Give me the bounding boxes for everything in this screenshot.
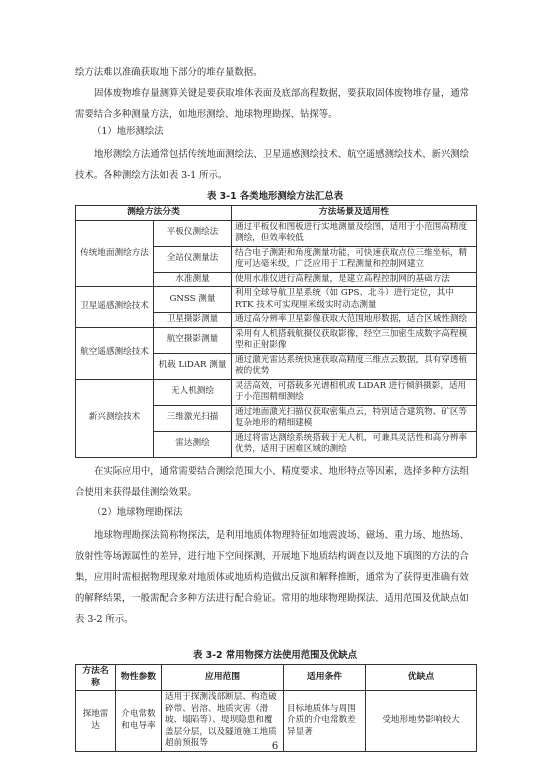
method-name: 全站仪测量法 [154,246,232,272]
physical-param: 介电常数和电导率 [116,691,162,752]
header-scope: 应用范围 [162,665,284,691]
header-pros-cons: 优缺点 [366,665,477,691]
table-header-row [76,206,477,221]
table-row [76,327,477,353]
paragraph-geophysical: 地球物理勘探法简称物探法，是利用地质体物理特征如地震波场、磁场、重力场、地热场、放射性等场源属性的差异，进行地下空间探测，开展地下地质结构调查以及地下填图的方法的合集，应用时需根据物理现象对地质体或地质构造做出反演和解释推断，通常为了获得更准确有效的解释结果，一般需配合多种方法进行配合验证。常用的地球物理勘探法、适用范围及优缺点如表 3-2 所示。 [75,530,470,625]
table-row [76,220,477,246]
method-desc: 使用水准仪进行高程测量，是建立高程控制网的基础方法 [232,272,477,287]
method-name: 航空摄影测量 [154,327,232,353]
pros-cons: 受地形地势影响较大 [366,691,477,752]
paragraph-storage: 固体废物堆存量测算关键是要获取堆体表面及底部高程数据，要获取固体废物堆存量，通常需要结合多种测量方法，如地形测绘、地球物理勘探、钻探等。 [75,88,470,120]
method-name: 卫星摄影测量 [154,313,232,328]
method-desc: 通过高分辨率卫星影像获取大范围地形数据，适合区域性测绘 [232,313,477,328]
method-desc: 通过平板仪和图板进行实地测量及绘图，适用于小范围高精度测绘，但效率较低 [232,220,477,246]
method-desc: 利用全球导航卫星系统（如 GPS、北斗）进行定位，其中 RTK 技术可实现厘米级实时动态测量 [232,287,477,313]
application-condition: 目标地质体与周围介质的介电常数差异显著 [284,691,366,752]
group-label: 卫星遥感测绘技术 [76,287,154,328]
paragraph-combination: 在实际应用中，通常需要结合测绘范围大小、精度要求、地形特点等因素，选择多种方法组合使用来获得最佳测绘效果。 [75,466,470,498]
method-desc: 通过激光雷达系统快速获取高精度三维点云数据，具有穿透植被的优势 [232,353,477,379]
method-name: 机载 LiDAR 测量 [154,353,232,379]
method-desc: 结合电子测距和角度测量功能，可快速获取点位三维坐标，精度可达毫米级，广泛应用于工程测量和控制网建立 [232,246,477,272]
table-header-row [76,665,477,691]
table-row [76,287,477,313]
method-name: 平板仪测绘法 [154,220,232,246]
method-name: 三维激光扫描 [154,405,232,431]
header-scene: 方法场景及适用性 [232,206,477,221]
header-physical-param: 物性参数 [116,665,162,691]
table1-caption: 表 3-1 各类地形测绘方法汇总表 [207,191,343,202]
group-label: 航空遥感测绘技术 [76,327,154,379]
method-name: 探地雷达 [76,691,116,752]
heading-terrain-survey: （1）地形测绘法 [92,126,164,137]
group-label: 新兴测绘技术 [76,379,154,457]
method-desc: 通过将雷达测绘系统搭载于无人机，可兼具灵活性和高分辨率优势，适用于困难区域的测绘 [232,431,477,457]
geophysical-methods-table [75,664,477,752]
method-desc: 通过地面激光扫描仪获取密集点云，特别适合建筑物、矿区等复杂地形的精细建模 [232,405,477,431]
paragraph-intro: 绘方法难以准确获取地下部分的堆存量数据。 [75,67,263,78]
table2-caption: 表 3-2 常用物探方法使用范围及优缺点 [192,650,358,661]
header-method-name: 方法名称 [76,665,116,691]
header-method-category: 测绘方法分类 [76,206,232,221]
survey-methods-table [75,205,477,458]
method-desc: 灵活高效，可搭载多光谱相机或 LiDAR 进行倾斜摄影，适用于小范围精细测绘 [232,379,477,405]
page-number: 6 [271,741,279,752]
method-desc: 采用有人机搭载航摄仪获取影像，经空三加密生成数字高程模型和正射影像 [232,327,477,353]
application-scope: 适用于探测浅部断层、构造破碎带、岩溶、地质灾害（滑坡、塌陷等）、堤坝隐患和覆盖层分层，以及隧道施工地质超前预报等 [162,691,284,752]
paragraph-terrain-methods: 地形测绘方法通常包括传统地面测绘法、卫星遥感测绘技术、航空遥感测绘技术、新兴测绘技术。各种测绘方法如表 3-1 所示。 [75,149,470,181]
group-label: 传统地面测绘方法 [76,220,154,287]
method-name: 无人机测绘 [154,379,232,405]
method-name: 水准测量 [154,272,232,287]
header-condition: 适用条件 [284,665,366,691]
method-name: 雷达测绘 [154,431,232,457]
method-name: GNSS 测量 [154,287,232,313]
table-row [76,379,477,405]
heading-geophysical: （2）地球物理勘探法 [92,507,183,518]
